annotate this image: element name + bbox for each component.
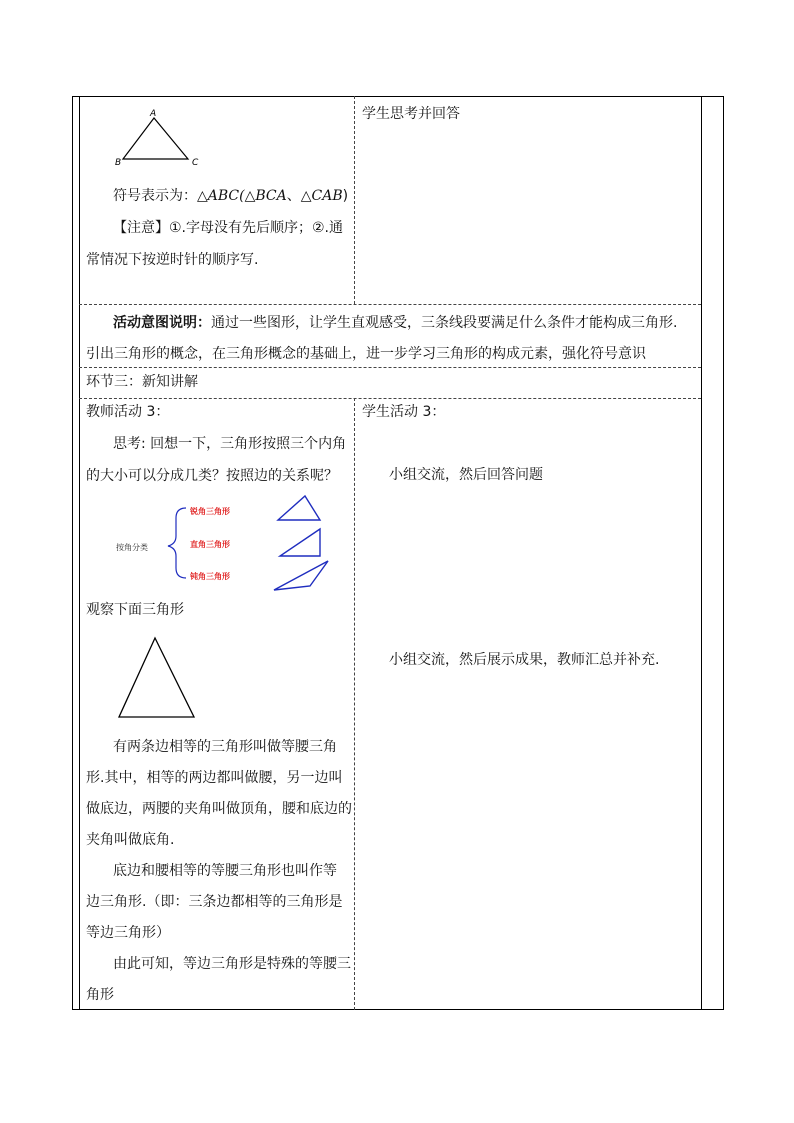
activity-intent-line-1: 活动意图说明：通过一些图形，让学生直观感受，三条线段要满足什么条件才能构成三角形. — [113, 315, 678, 331]
student-activity-text-2: 小组交流，然后展示成果，教师汇总并补充. — [389, 652, 660, 668]
conclusion-line-1: 由此可知，等边三角形是特殊的等腰三 — [113, 956, 351, 972]
equilateral-def-line-2: 边三角形.（即：三条边都相等的三角形是 — [86, 894, 343, 910]
classify-brace — [168, 508, 186, 578]
vertex-label-b: B — [115, 158, 122, 168]
row-divider — [79, 304, 701, 305]
table-inner-left-border — [79, 96, 80, 1010]
triangle-abc-figure — [110, 106, 220, 170]
obtuse-triangle-icon — [274, 561, 328, 590]
equilateral-def-line-1: 底边和腰相等的等腰三角形也叫作等 — [113, 863, 337, 879]
column-divider — [354, 96, 355, 304]
isosceles-triangle-figure — [112, 634, 202, 724]
classify-obtuse-label: 钝角三角形 — [190, 572, 230, 581]
isosceles-def-line-3: 做底边，两腰的夹角叫做顶角，腰和底边的 — [86, 801, 352, 817]
student-activity-header: 学生活动 3： — [362, 404, 446, 420]
conclusion-line-2: 角形 — [86, 987, 114, 1003]
student-activity-text-1: 小组交流，然后回答问题 — [389, 467, 543, 483]
right-triangle-icon — [280, 529, 320, 556]
angle-classification-figure — [110, 488, 340, 598]
isosceles-def-line-2: 形.其中，相等的两边都叫做腰，另一边叫 — [86, 770, 343, 786]
classify-acute-label: 锐角三角形 — [190, 507, 230, 516]
row-divider — [79, 398, 701, 399]
isosceles-def-line-1: 有两条边相等的三角形叫做等腰三角 — [113, 739, 337, 755]
observe-label: 观察下面三角形 — [86, 602, 184, 618]
classify-root-label: 按角分类 — [116, 543, 148, 552]
acute-triangle-icon — [278, 496, 320, 520]
symbol-notation-line: 符号表示为：△ABC(△BCA、△CAB) — [113, 188, 349, 204]
think-line-1: 思考: 回想一下，三角形按照三个内角 — [113, 436, 347, 452]
activity-intent-line-2: 引出三角形的概念，在三角形概念的基础上，进一步学习三角形的构成元素，强化符号意识 — [86, 346, 646, 362]
table-inner-right-border — [701, 96, 702, 1010]
note-line-1: 【注意】①.字母没有先后顺序；②.通 — [113, 220, 344, 236]
equilateral-def-line-3: 等边三角形） — [86, 925, 170, 941]
column-divider — [354, 398, 355, 1010]
student-answer-text: 学生思考并回答 — [362, 106, 460, 122]
row-divider — [79, 367, 701, 368]
vertex-label-c: C — [192, 158, 199, 168]
note-line-2: 常情况下按逆时针的顺序写. — [86, 252, 259, 268]
think-line-2: 的大小可以分成几类？按照边的关系呢？ — [86, 468, 338, 484]
classify-right-label: 直角三角形 — [190, 540, 230, 549]
isosceles-def-line-4: 夹角叫做底角. — [86, 832, 175, 848]
section-heading: 环节三：新知讲解 — [86, 374, 198, 390]
teacher-activity-header: 教师活动 3： — [86, 404, 170, 420]
vertex-label-a: A — [150, 109, 157, 119]
